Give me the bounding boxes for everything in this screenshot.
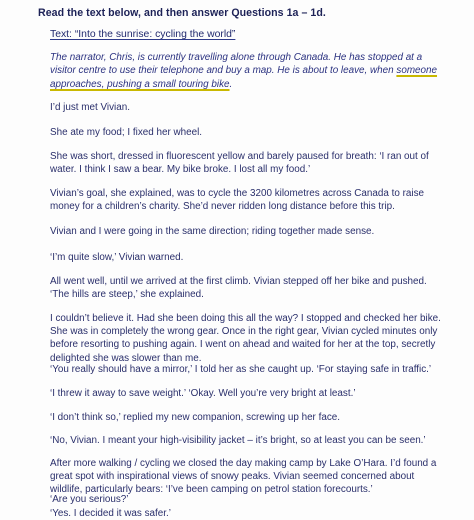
paragraph: ‘I threw it away to save weight.’ ‘Okay. Well you’re very bright at least.’ [50,388,356,399]
paragraph: ‘I don’t think so,’ replied my new companion, screwing up her face. [50,412,340,423]
text-title: Text: “Into the sunrise: cycling the world” [50,29,236,40]
paragraph: I’d just met Vivian. [50,102,130,113]
paragraph: ‘Yes. I decided it was safer.’ [50,508,171,519]
paragraph: All went well, until we arrived at the first climb. Vivian stepped off her bike and pushed. ‘The hills are steep,’ she explained. [50,276,427,301]
paragraph: ‘I’m quite slow,’ Vivian warned. [50,252,184,263]
paragraph: ‘No, Vivian. I meant your high-visibility jacket – it’s bright, so at least you can be seen.’ [50,435,426,446]
intro-text-part2: . [229,78,233,90]
intro-paragraph [50,51,442,91]
paragraph: After more walking / cycling we closed the day making camp by Lake O’Hara. I’d found a great spot with inspirational views of snowy peaks. Vivian seemed concerned about wildlife, particularly bears: ‘I’ve been camping on petrol station forecourts.’ [50,458,437,496]
paragraph: She ate my food; I fixed her wheel. [50,127,203,138]
intro-text-part1: The narrator, Chris, is currently travelling alone through Canada. He has stopped at a visitor centre to use their telephone and buy a map. He is about to leave, when [50,52,423,77]
paragraph: ‘You really should have a mirror,’ I told her as she caught up. ‘For staying safe in traffic.’ [50,364,432,375]
paragraph: She was short, dressed in fluorescent yellow and barely paused for breath: ‘I ran out of water. I think I saw a bear. My bike broke. I lost all my food.’ [50,151,429,176]
paragraph: Vivian’s goal, she explained, was to cycle the 3200 kilometres across Canada to raise money for a children’s charity. She’d never ridden long distance before this trip. [50,188,424,213]
paragraph: Vivian and I were going in the same direction; riding together made sense. [50,226,375,237]
instructions-heading: Read the text below, and then answer Questions 1a – 1d. [38,7,326,19]
paragraph: ‘Are you serious?’ [50,494,129,505]
paragraph: I couldn’t believe it. Had she been doing this all the way? I stopped and checked her bike. She was in completely the wrong gear. Once in the right gear, Vivian cycled minutes only before resorting to pushing again. I went on ahead and waited for her at the top, secretly delighted she was slower than me. [50,313,441,364]
intro-highlight: someone approaches, pushing a small touring bike [50,65,438,90]
